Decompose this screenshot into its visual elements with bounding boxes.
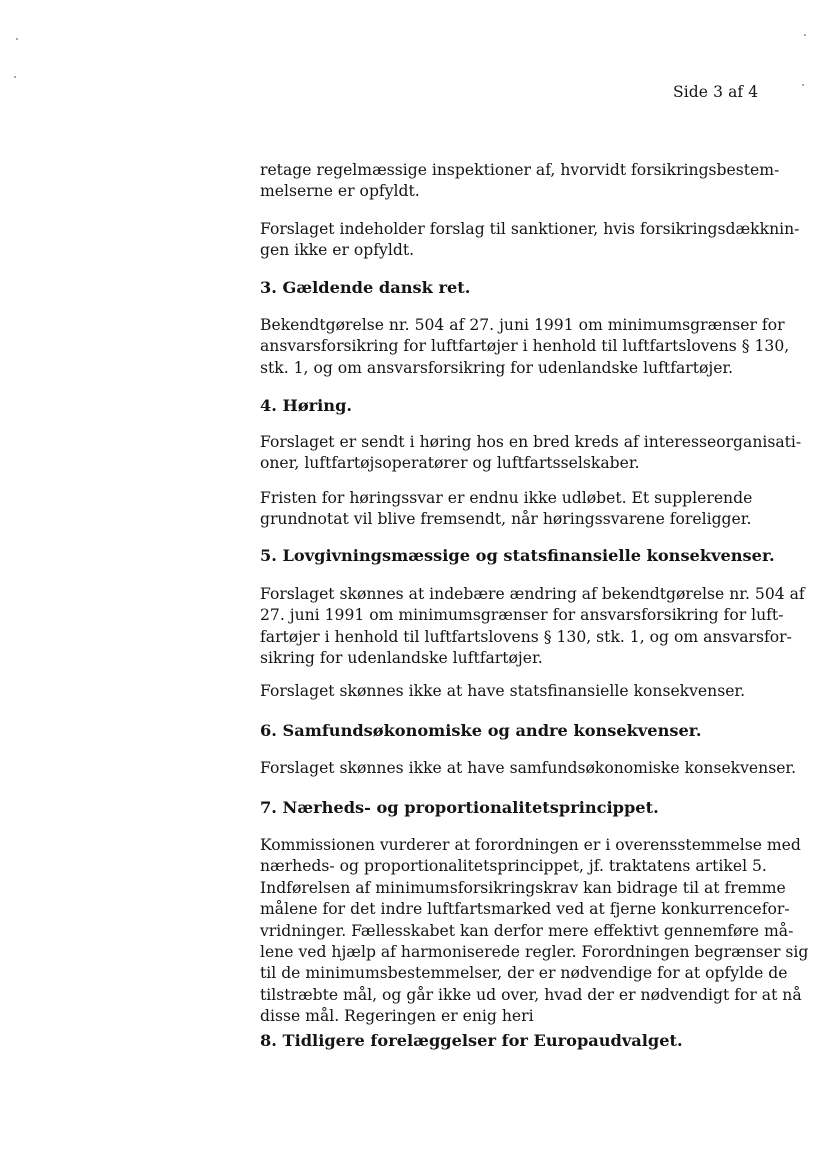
- paragraph-sanctions: Forslaget indeholder forslag til sanktioner, hvis forsikringsdækknin- gen ikke er opfyldt.: [260, 220, 800, 260]
- paragraph-legislative: Forslaget skønnes at indebære ændring af bekendtgørelse nr. 504 af 27. juni 1991 om minimumsgrænser for ansvarsforsikring for luft- fartøjer i henhold til luftfartslovens § 130, stk. 1, og om ansvarsfor- sikring for udenlandske luftfartøjer.: [260, 585, 805, 668]
- heading-section-6: 6. Samfundsøkonomiske og andre konsekvenser.: [260, 721, 702, 740]
- paragraph-inspections: retage regelmæssige inspektioner af, hvorvidt forsikringsbestem- melserne er opfyldt.: [260, 161, 780, 201]
- scan-speck: [16, 38, 18, 40]
- heading-section-4: 4. Høring.: [260, 396, 353, 415]
- paragraph-socioeconomic: Forslaget skønnes ikke at have samfundsøkonomiske konsekvenser.: [260, 759, 797, 777]
- scan-speck: [802, 84, 804, 86]
- heading-section-3: 3. Gældende dansk ret.: [260, 278, 471, 297]
- paragraph-subsidiarity: Kommissionen vurderer at forordningen er i overensstemmelse med nærheds- og proportionalitetsprincippet, jf. traktatens artikel 5. Indførelsen af minimumsforsikringskrav kan bidrage til at fremme målene for det indre luftfartsmarked ved at fjerne konkurrencefor- vridninger. Fællesskabet kan derfor mere effektivt gennemføre må- lene ved hjælp af harmoniserede regler. Forordningen begrænser sig til de minimumsbestemmelser, der er nødvendige for at opfylde de tilstræbte mål, og går ikke ud over, hvad der er nødvendigt for at nå disse mål. Regeringen er enig heri: [260, 836, 809, 1026]
- paragraph-fiscal: Forslaget skønnes ikke at have statsfinansielle konsekvenser.: [260, 682, 746, 700]
- paragraph-consultation: Forslaget er sendt i høring hos en bred kreds af interesseorganisati- oner, luftfartøjsoperatører og luftfartsselskaber.: [260, 433, 802, 473]
- paragraph-current-law: Bekendtgørelse nr. 504 af 27. juni 1991 om minimumsgrænser for ansvarsforsikring for luftfartøjer i henhold til luftfartslovens § 130, stk. 1, og om ansvarsforsikring for udenlandske luftfartøjer.: [260, 316, 790, 377]
- heading-section-7: 7. Nærheds- og proportionalitetsprincippet.: [260, 798, 659, 817]
- paragraph-deadline: Fristen for høringssvar er endnu ikke udløbet. Et supplerende grundnotat vil blive fremsendt, når høringssvarene foreligger.: [260, 489, 753, 529]
- scan-speck: [804, 34, 806, 36]
- page-number: Side 3 af 4: [673, 83, 759, 101]
- heading-section-8: 8. Tidligere forelæggelser for Europaudvalget.: [260, 1031, 683, 1050]
- scan-speck: [14, 76, 16, 78]
- heading-section-5: 5. Lovgivningsmæssige og statsfinansielle konsekvenser.: [260, 546, 775, 565]
